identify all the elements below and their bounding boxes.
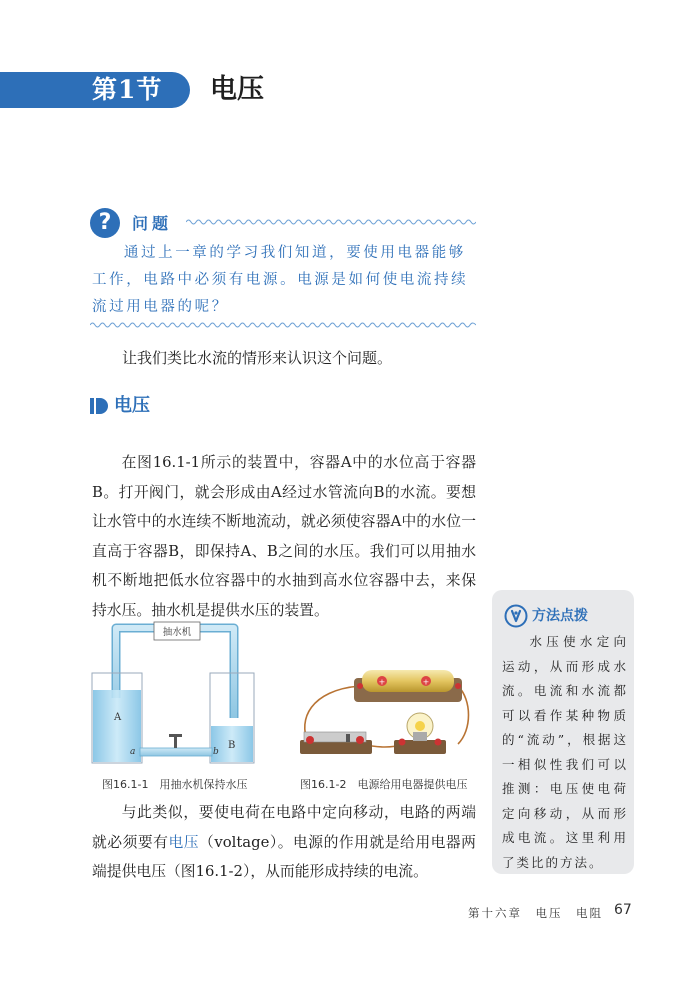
method-tip-title: 方法点拨 (532, 608, 588, 624)
svg-text:+: + (378, 677, 386, 687)
point-b-label: b (213, 747, 219, 757)
wavy-divider-bottom (90, 321, 476, 329)
intro-paragraph: 让我们类比水流的情形来认识这个问题。 (122, 349, 393, 367)
page-number: 67 (614, 902, 632, 918)
wavy-divider-top (186, 218, 476, 226)
pump-label: 抽水机 (162, 627, 192, 638)
container-a-label: A (114, 712, 122, 723)
method-tip-text: 水压使水定向运动，从而形成水流。电流和水流都可以看作某种物质的“流动”，根据这一相似性我们可以推测：电压使电荷定向移动，从而形成电流。这里利用了类比的方法。 (502, 634, 628, 870)
body-paragraph-1: 在图16.1-1所示的装置中，容器A中的水位高于容器B。打开阀门，就会形成由A经过水管流向B的水流。要想让水管中的水连续不断地流动，就必须使容器A中的水位一直高于容器B，即保持A、B之间的水压。我们可以用抽水机不断地把低水位容器中的水抽到高水位容器中去，来保持水压。抽水机是提供水压的装置。 (92, 454, 476, 619)
method-tip-icon (504, 604, 528, 628)
question-mark-icon: ? (90, 208, 120, 238)
container-b-label: B (228, 740, 236, 751)
question-text: 通过上一章的学习我们知道，要使用电器能够工作，电路中必须有电源。电源是如何使电流持续流过用电器的呢？ (92, 245, 469, 315)
figure-1-caption: 图16.1-1 用抽水机保持水压 (102, 778, 248, 791)
subsection-title: 电压 (114, 395, 150, 416)
svg-text:+: + (422, 677, 430, 687)
section-title: 电压 (210, 74, 264, 105)
chapter-footer: 第十六章 电压 电阻 (468, 906, 603, 920)
section-number: 第1节 (92, 75, 163, 104)
figure-pump-water-pressure (90, 618, 280, 768)
question-label: 问题 (132, 214, 173, 233)
figure-battery-circuit (290, 660, 480, 770)
point-a-label: a (130, 747, 136, 757)
paragraph-2-after: （voltage）。电源的作用就是给用电器两端提供电压（图16.1-2），从而能形成持续的电流。 (92, 833, 476, 880)
subsection-marker-icon (90, 397, 108, 415)
body-paragraph-2 (92, 798, 476, 887)
figure-2-caption: 图16.1-2 电源给用电器提供电压 (300, 778, 468, 791)
paragraph-2-before: 与此类似，要使电荷在电路中定向移动，电路的两端就必须要有 (92, 804, 476, 851)
voltage-keyword: 电压 (168, 833, 200, 851)
